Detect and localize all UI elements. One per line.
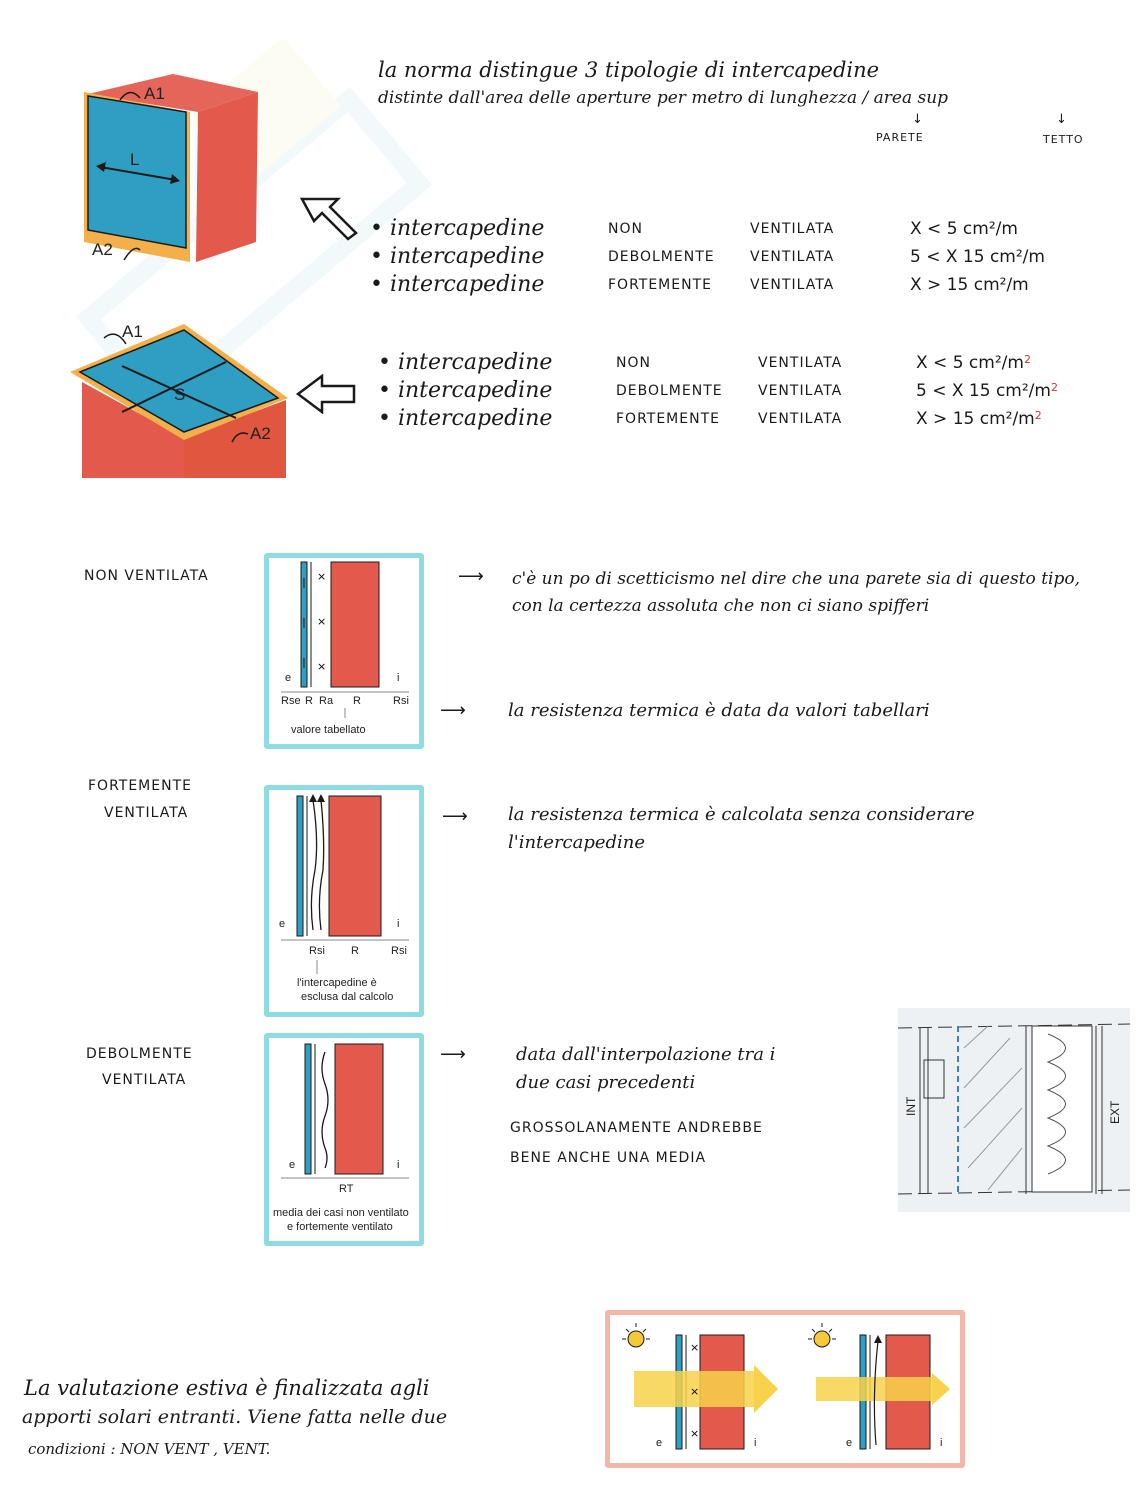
intro-line-2: distinte dall'area delle aperture per metro di lunghezza / area sup <box>378 88 949 108</box>
wall-ventilation-list: • intercapedine NON VENTILATA X < 5 cm²/m • intercapedine DEBOLMENTE VENTILATA 5 < X 15 cm²/m • intercapedine FORTEMENTE VENTILATA X > 15 cm²/m <box>370 216 1045 297</box>
section-int-label: INT <box>904 1096 918 1116</box>
summer-line-2: apporti solari entranti. Viene fatta nelle due <box>22 1406 448 1428</box>
non-ventilata-title: NON VENTILATA <box>84 568 209 584</box>
summer-line-3: condizioni : NON VENT , VENT. <box>28 1440 271 1458</box>
intro-line-1: la norma distingue 3 tipologie di intercapedine <box>378 58 880 82</box>
svg-text:×: × <box>690 1427 700 1440</box>
debolmente-note-1: data dall'interpolazione tra i <box>516 1044 776 1065</box>
fortemente-diagram: e i Rsi R Rsi l'intercapedine è esclusa dal calcolo <box>264 785 424 1017</box>
non-ventilata-note-1: c'è un po di scetticismo nel dire che una parete sia di questo tipo, con la certezza assoluta che non ci siano spifferi <box>512 569 1080 616</box>
summer-diagram: × × × e i e i <box>605 1310 965 1468</box>
debolmente-title-1: DEBOLMENTE <box>86 1046 193 1062</box>
svg-text:×: × <box>317 570 327 583</box>
arrow-roof-icon <box>296 374 358 414</box>
svg-text:×: × <box>317 615 327 628</box>
svg-text:×: × <box>317 660 327 673</box>
fortemente-title-1: FORTEMENTE <box>88 778 192 794</box>
non-ventilata-diagram: × × × e i Rse R Ra R Rsi valore tabellato <box>264 553 424 749</box>
roof-a2-label: A2 <box>250 424 271 443</box>
wall-a2-label: A2 <box>92 240 113 259</box>
wall-a1-label: A1 <box>144 84 165 103</box>
roof-s-label: S <box>174 385 186 404</box>
fortemente-note-2: l'intercapedine <box>508 832 646 853</box>
fortemente-note-1: la resistenza termica è calcolata senza considerare <box>508 804 975 825</box>
roof-ventilation-list: • intercapedine NON VENTILATA X < 5 cm²/$m^2$ • intercapedine DEBOLMENTE VENTILATA 5 < X 15 cm²/$m^2$ • intercapedine FORTEMENTE VENTILATA X > 15 cm²/$m^2$ <box>378 350 1058 431</box>
debolmente-note-2: due casi precedenti <box>516 1072 696 1093</box>
arrow-wall-icon <box>298 193 360 241</box>
debolmente-diagram: e i RT media dei casi non ventilato e fortemente ventilato <box>264 1033 424 1246</box>
summer-line-1: La valutazione estiva è finalizzata agli <box>24 1376 430 1400</box>
wall-section-sketch <box>898 1008 1130 1212</box>
intro-parete: PARETE <box>876 131 924 144</box>
section-ext-label: EXT <box>1108 1100 1122 1124</box>
debolmente-title-2: VENTILATA <box>102 1072 187 1088</box>
svg-text:×: × <box>690 1385 700 1398</box>
fortemente-title-2: VENTILATA <box>104 805 189 821</box>
debolmente-note-3: GROSSOLANAMENTE ANDREBBE <box>510 1120 763 1136</box>
debolmente-note-4: BENE ANCHE UNA MEDIA <box>510 1150 707 1166</box>
intro-tetto: TETTO <box>1043 133 1084 146</box>
non-ventilata-note-2: la resistenza termica è data da valori tabellari <box>508 700 930 721</box>
roof-a1-label: A1 <box>122 322 143 341</box>
svg-text:×: × <box>690 1341 700 1354</box>
wall-l-label: L <box>130 150 140 169</box>
